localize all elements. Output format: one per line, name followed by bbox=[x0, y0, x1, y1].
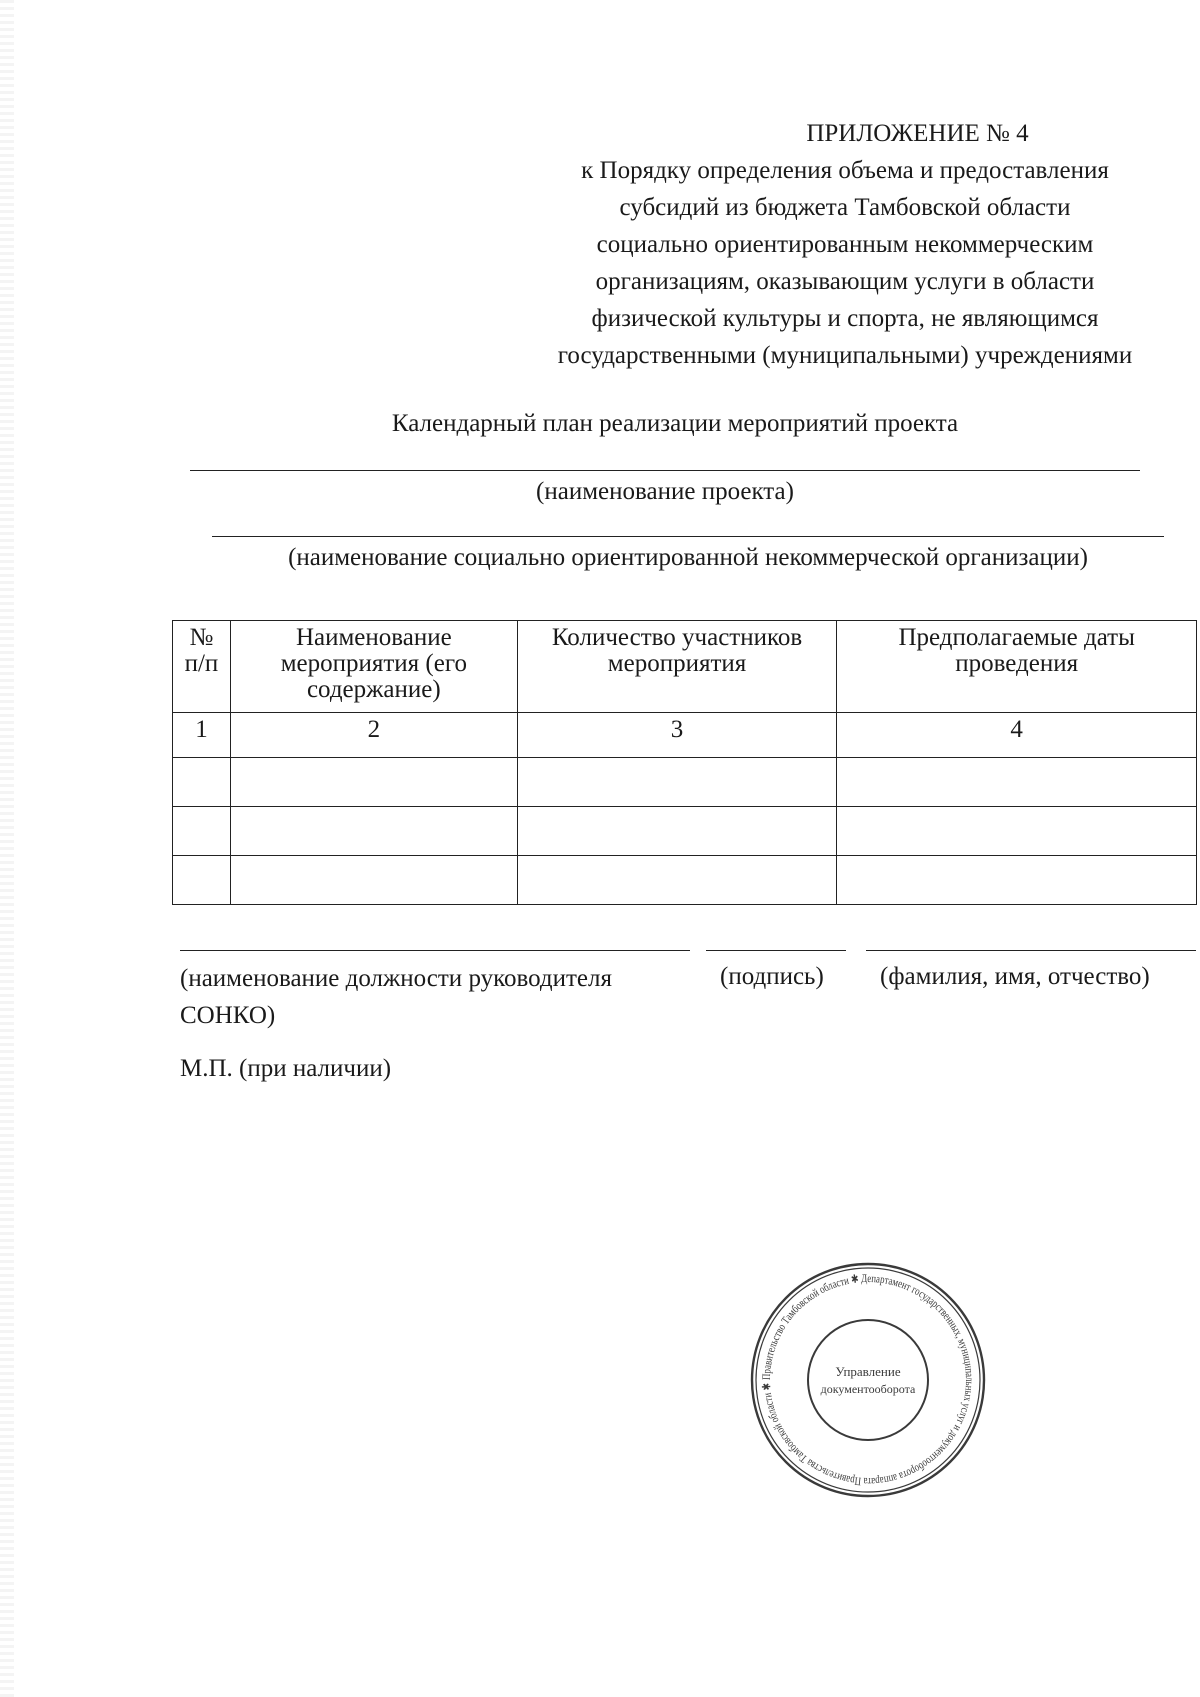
org-name-caption: (наименование социально ориентированной некоммерческой организации) bbox=[288, 544, 1088, 571]
stamp-inner-ring bbox=[808, 1320, 928, 1440]
full-name-label: (фамилия, имя, отчество) bbox=[880, 963, 1150, 990]
table-cell[interactable] bbox=[173, 758, 231, 807]
appendix-header bbox=[500, 115, 1190, 374]
table-cell[interactable] bbox=[230, 856, 517, 905]
position-label bbox=[180, 960, 612, 1034]
table-cell[interactable] bbox=[173, 856, 231, 905]
scan-edge bbox=[0, 0, 14, 1697]
stamp-center-line-2: документооборота bbox=[820, 1382, 916, 1396]
signature-line bbox=[706, 950, 846, 951]
table-row bbox=[173, 807, 1197, 856]
stamp-outer-ring-inner bbox=[756, 1268, 980, 1492]
appendix-title: ПРИЛОЖЕНИЕ № 4 bbox=[806, 120, 1029, 147]
header-cell-participants: Количество участников мероприятия bbox=[517, 621, 837, 713]
column-number-row bbox=[173, 713, 1197, 758]
header-line-6: государственными (муниципальными) учреждениями bbox=[557, 342, 1133, 369]
header-line-1: к Порядку определения объема и предоставления bbox=[581, 157, 1109, 184]
table-cell[interactable] bbox=[837, 856, 1197, 905]
table-row bbox=[173, 758, 1197, 807]
table-cell[interactable] bbox=[173, 807, 231, 856]
table-cell[interactable] bbox=[837, 807, 1197, 856]
position-label-line-1: (наименование должности руководителя bbox=[180, 965, 612, 992]
seal-label: М.П. (при наличии) bbox=[180, 1055, 392, 1082]
column-number-cell: 4 bbox=[837, 713, 1197, 758]
project-name-line bbox=[190, 470, 1140, 471]
plan-title: Календарный план реализации мероприятий проекта bbox=[391, 410, 959, 437]
table-cell[interactable] bbox=[517, 758, 837, 807]
header-line-5: физической культуры и спорта, не являющимся bbox=[591, 305, 1099, 332]
header-cell-dates: Предполагаемые даты проведения bbox=[837, 621, 1197, 713]
round-seal-stamp bbox=[748, 1260, 988, 1500]
header-line-3: социально ориентированным некоммерческим bbox=[596, 231, 1094, 258]
table-cell[interactable] bbox=[517, 807, 837, 856]
table-header-row bbox=[173, 621, 1197, 713]
position-signature-line bbox=[180, 950, 690, 951]
header-cell-event-name: Наименование мероприятия (его содержание) bbox=[230, 621, 517, 713]
stamp-outer-text-path: Правительство Тамбовской области ✱ Департамент государственных, муниципальных услуг и документооборота аппарата Правительства Тамбовской области ✱ bbox=[760, 1272, 976, 1488]
column-number-cell: 2 bbox=[230, 713, 517, 758]
table-cell[interactable] bbox=[517, 856, 837, 905]
header-cell-number: № п/п bbox=[173, 621, 231, 713]
table-cell[interactable] bbox=[230, 758, 517, 807]
position-label-line-2: СОНКО) bbox=[180, 1002, 276, 1029]
stamp-outer-ring bbox=[752, 1264, 984, 1496]
events-table bbox=[172, 620, 1197, 905]
table-cell[interactable] bbox=[230, 807, 517, 856]
table-row bbox=[173, 856, 1197, 905]
header-line-4: организациям, оказывающим услуги в области bbox=[595, 268, 1095, 295]
full-name-line bbox=[866, 950, 1196, 951]
stamp-outer-text bbox=[761, 1273, 975, 1487]
org-name-line bbox=[212, 536, 1164, 537]
column-number-cell: 3 bbox=[517, 713, 837, 758]
signature-label: (подпись) bbox=[720, 963, 824, 990]
project-name-caption: (наименование проекта) bbox=[536, 478, 794, 505]
header-line-2: субсидий из бюджета Тамбовской области bbox=[619, 194, 1071, 221]
column-number-cell: 1 bbox=[173, 713, 231, 758]
table-cell[interactable] bbox=[837, 758, 1197, 807]
stamp-center-line-1: Управление bbox=[835, 1364, 901, 1379]
